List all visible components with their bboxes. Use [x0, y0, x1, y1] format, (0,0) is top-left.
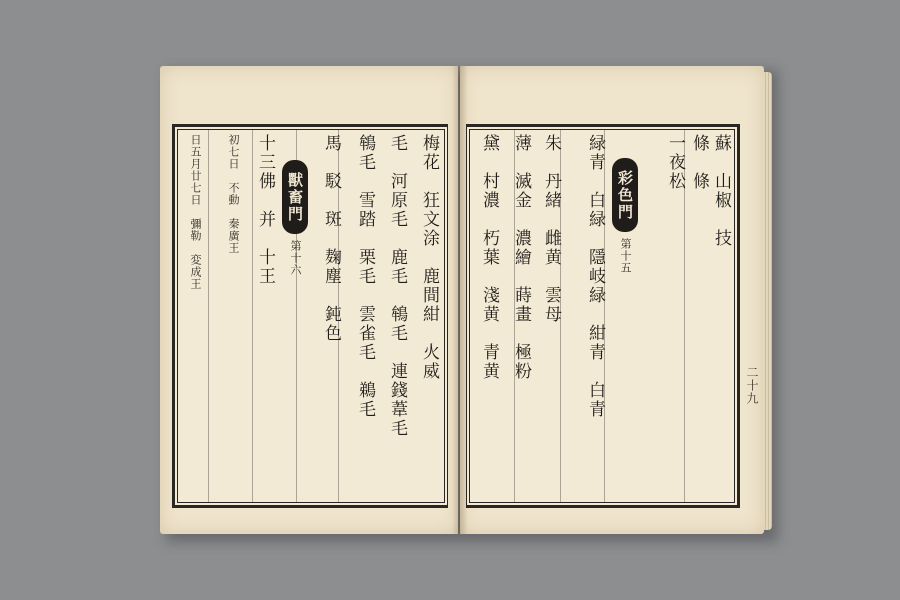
- right-text-frame: [466, 124, 740, 508]
- page-number: 二十九: [745, 366, 759, 405]
- right-column-7: 黛 村濃 朽葉 淺黄 青黄: [479, 134, 499, 381]
- left-column-3: 鴾毛 雪踏 栗毛 雲雀毛 鵜毛: [355, 134, 375, 419]
- right-chapter-number: 第十五: [619, 238, 632, 274]
- left-page: [160, 66, 458, 534]
- left-column-5: 十三佛 并 十王: [255, 134, 275, 286]
- left-column-2: 毛 河原毛 鹿毛 鴾毛 連錢葦毛: [387, 134, 407, 438]
- right-frame-inner: [469, 129, 735, 503]
- right-column-5: 朱 丹緒 雌黄 雲母: [541, 134, 561, 324]
- right-column-6: 薄 滅金 濃繪 蒔畫 極粉: [511, 134, 531, 381]
- book-gutter: [452, 66, 468, 534]
- section-label-seal-left: 獸畜門: [282, 160, 308, 234]
- right-column-4: 緑青 白緑 隱岐緑 紺青 白青: [585, 134, 605, 419]
- left-chapter-number: 第十六: [289, 240, 302, 276]
- right-page: [460, 66, 764, 534]
- section-label-seal-right: 彩色門: [612, 158, 638, 232]
- right-column-3: 一夜松: [665, 134, 685, 191]
- open-book: [160, 62, 772, 538]
- right-column-1: 蘇 山椒 技: [711, 134, 731, 248]
- left-text-frame: [172, 124, 448, 508]
- right-column-2: 條 條: [689, 134, 709, 191]
- left-notes: 日五月廿七日 彌勒 変成王: [189, 134, 202, 290]
- column-rule: [208, 130, 209, 502]
- left-column-1: 梅花 狂文涂 鹿間紺 火威: [419, 134, 439, 381]
- left-column-6: 初七日 不動 秦廣王: [227, 134, 240, 254]
- left-column-4: 馬 駁 斑 麹塵 鈍色: [321, 134, 341, 343]
- left-frame-inner: [177, 129, 445, 503]
- column-rule: [252, 130, 253, 502]
